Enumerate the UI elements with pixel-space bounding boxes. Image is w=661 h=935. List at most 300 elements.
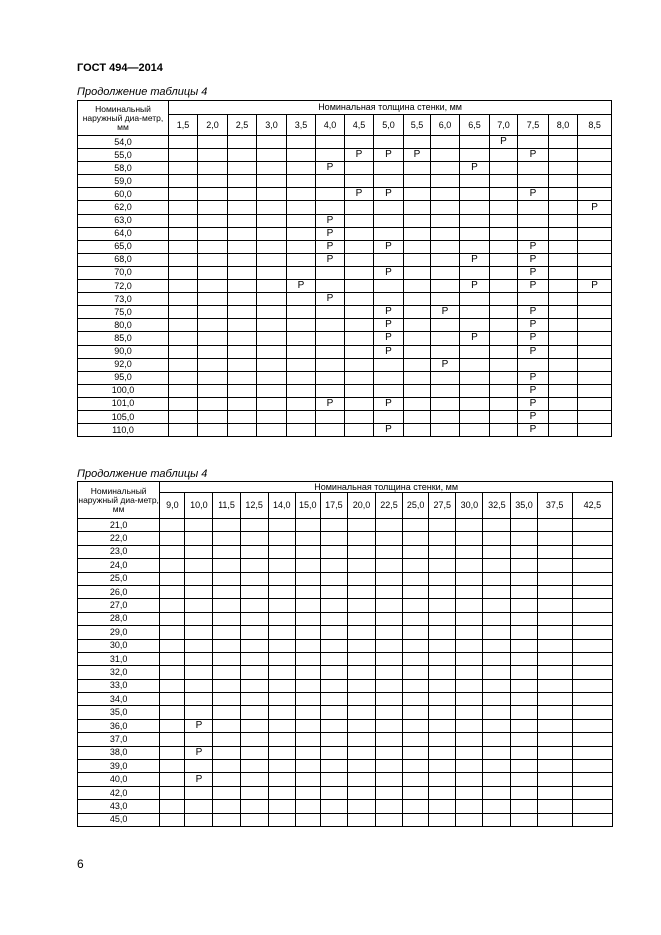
mark-cell — [483, 545, 511, 558]
mark-cell: Р — [431, 358, 460, 371]
mark-cell — [403, 746, 429, 759]
mark-cell — [578, 227, 612, 240]
mark-cell — [511, 706, 537, 719]
mark-cell — [490, 162, 518, 175]
mark-cell — [347, 773, 375, 786]
mark-cell — [345, 227, 374, 240]
mark-cell — [268, 800, 295, 813]
mark-cell — [578, 332, 612, 345]
mark-cell — [490, 188, 518, 201]
mark-cell — [287, 384, 316, 397]
table-row — [78, 599, 613, 612]
mark-cell — [345, 162, 374, 175]
mark-cell — [268, 813, 295, 826]
mark-cell — [198, 332, 228, 345]
mark-cell — [228, 306, 257, 319]
mark-cell — [240, 599, 268, 612]
mark-cell — [316, 384, 345, 397]
mark-cell — [518, 227, 549, 240]
mark-cell — [320, 760, 347, 773]
mark-cell — [511, 666, 537, 679]
mark-cell — [483, 719, 511, 732]
table-row — [78, 214, 612, 227]
mark-cell — [185, 733, 213, 746]
mark-cell — [169, 201, 198, 214]
mark-cell — [376, 813, 403, 826]
mark-cell — [549, 214, 578, 227]
mark-cell — [404, 293, 431, 306]
mark-cell — [376, 800, 403, 813]
mark-cell — [240, 585, 268, 598]
mark-cell — [490, 384, 518, 397]
mark-cell — [320, 693, 347, 706]
mark-cell — [572, 746, 612, 759]
mark-cell — [228, 293, 257, 306]
mark-cell: Р — [374, 240, 404, 253]
mark-cell — [240, 652, 268, 665]
mark-cell — [160, 639, 185, 652]
mark-cell: Р — [518, 332, 549, 345]
mark-cell — [456, 612, 483, 625]
table-row — [78, 693, 613, 706]
mark-cell — [374, 410, 404, 423]
mark-cell — [320, 599, 347, 612]
mark-cell — [518, 201, 549, 214]
mark-cell — [185, 559, 213, 572]
diameter-cell: 105,0 — [78, 410, 169, 423]
table-row — [78, 266, 612, 279]
mark-cell — [316, 319, 345, 332]
mark-cell — [198, 214, 228, 227]
table-row — [78, 679, 613, 692]
mark-cell — [460, 188, 490, 201]
mark-cell — [213, 612, 240, 625]
mark-cell — [537, 572, 572, 585]
diameter-cell: 26,0 — [78, 585, 160, 598]
mark-cell: Р — [518, 240, 549, 253]
thickness-col-header: 7,5 — [518, 115, 549, 136]
mark-cell — [429, 693, 456, 706]
mark-cell — [376, 599, 403, 612]
mark-cell — [578, 175, 612, 188]
mark-cell — [549, 188, 578, 201]
mark-cell — [257, 358, 287, 371]
mark-cell — [268, 599, 295, 612]
mark-cell: Р — [185, 773, 213, 786]
diameter-cell: 24,0 — [78, 559, 160, 572]
mark-cell — [403, 666, 429, 679]
mark-cell — [257, 384, 287, 397]
mark-cell — [257, 371, 287, 384]
mark-cell — [185, 693, 213, 706]
mark-cell — [240, 519, 268, 532]
mark-cell: Р — [518, 306, 549, 319]
mark-cell — [228, 410, 257, 423]
diameter-cell: 85,0 — [78, 332, 169, 345]
mark-cell — [198, 424, 228, 437]
mark-cell — [431, 319, 460, 332]
mark-cell — [257, 240, 287, 253]
mark-cell — [345, 371, 374, 384]
mark-cell — [240, 693, 268, 706]
mark-cell — [429, 719, 456, 732]
mark-cell — [240, 612, 268, 625]
table-row — [78, 371, 612, 384]
mark-cell — [295, 519, 320, 532]
mark-cell — [376, 532, 403, 545]
mark-cell — [490, 227, 518, 240]
mark-cell — [429, 545, 456, 558]
mark-cell: Р — [431, 306, 460, 319]
mark-cell — [287, 371, 316, 384]
mark-cell — [287, 332, 316, 345]
mark-cell — [268, 532, 295, 545]
mark-cell — [240, 773, 268, 786]
mark-cell — [460, 227, 490, 240]
mark-cell — [403, 626, 429, 639]
diameter-cell: 34,0 — [78, 693, 160, 706]
mark-cell — [345, 332, 374, 345]
mark-cell — [483, 652, 511, 665]
mark-cell — [320, 559, 347, 572]
mark-cell — [160, 800, 185, 813]
mark-cell — [169, 319, 198, 332]
mark-cell — [374, 227, 404, 240]
mark-cell — [169, 266, 198, 279]
mark-cell — [316, 345, 345, 358]
mark-cell — [213, 599, 240, 612]
mark-cell — [578, 293, 612, 306]
mark-cell — [456, 666, 483, 679]
mark-cell: Р — [518, 345, 549, 358]
mark-cell — [160, 612, 185, 625]
thickness-col-header: 12,5 — [240, 493, 268, 519]
mark-cell — [537, 652, 572, 665]
mark-cell — [460, 397, 490, 410]
mark-cell — [537, 773, 572, 786]
mark-cell: Р — [518, 371, 549, 384]
mark-cell — [160, 585, 185, 598]
diameter-cell: 29,0 — [78, 626, 160, 639]
mark-cell — [240, 532, 268, 545]
mark-cell — [431, 253, 460, 266]
mark-cell — [404, 384, 431, 397]
diameter-cell: 27,0 — [78, 599, 160, 612]
table-row — [78, 397, 612, 410]
mark-cell — [213, 773, 240, 786]
mark-cell — [456, 652, 483, 665]
mark-cell — [537, 800, 572, 813]
mark-cell — [185, 532, 213, 545]
mark-cell — [287, 358, 316, 371]
mark-cell — [572, 545, 612, 558]
mark-cell — [403, 773, 429, 786]
mark-cell — [518, 136, 549, 149]
mark-cell — [169, 227, 198, 240]
table-row — [78, 559, 613, 572]
mark-cell — [572, 666, 612, 679]
thickness-col-header: 22,5 — [376, 493, 403, 519]
thickness-col-header: 20,0 — [347, 493, 375, 519]
mark-cell — [374, 214, 404, 227]
mark-cell — [169, 345, 198, 358]
mark-cell — [518, 162, 549, 175]
mark-cell — [374, 253, 404, 266]
mark-cell — [490, 332, 518, 345]
mark-cell — [404, 280, 431, 293]
mark-cell — [198, 201, 228, 214]
mark-cell — [240, 572, 268, 585]
mark-cell — [240, 733, 268, 746]
mark-cell — [431, 266, 460, 279]
mark-cell — [160, 652, 185, 665]
mark-cell — [431, 345, 460, 358]
mark-cell — [169, 240, 198, 253]
thickness-header: Номинальная толщина стенки, мм — [160, 482, 613, 493]
mark-cell — [198, 319, 228, 332]
mark-cell — [240, 719, 268, 732]
mark-cell — [460, 266, 490, 279]
mark-cell — [404, 266, 431, 279]
mark-cell — [320, 733, 347, 746]
mark-cell — [257, 188, 287, 201]
mark-cell — [347, 666, 375, 679]
mark-cell — [511, 733, 537, 746]
mark-cell — [572, 612, 612, 625]
mark-cell — [431, 293, 460, 306]
mark-cell — [431, 136, 460, 149]
mark-cell — [483, 626, 511, 639]
mark-cell — [213, 786, 240, 799]
mark-cell — [429, 800, 456, 813]
mark-cell — [185, 599, 213, 612]
mark-cell — [518, 175, 549, 188]
mark-cell — [549, 397, 578, 410]
mark-cell — [169, 280, 198, 293]
mark-cell — [490, 175, 518, 188]
mark-cell — [537, 719, 572, 732]
diameter-cell: 92,0 — [78, 358, 169, 371]
mark-cell — [404, 371, 431, 384]
mark-cell — [160, 519, 185, 532]
mark-cell — [403, 585, 429, 598]
mark-cell — [268, 760, 295, 773]
mark-cell — [460, 136, 490, 149]
mark-cell — [549, 253, 578, 266]
mark-cell — [578, 424, 612, 437]
mark-cell: Р — [316, 227, 345, 240]
mark-cell — [549, 424, 578, 437]
thickness-col-header: 14,0 — [268, 493, 295, 519]
thickness-col-header: 5,0 — [374, 115, 404, 136]
mark-cell — [511, 599, 537, 612]
mark-cell — [287, 424, 316, 437]
page-number: 6 — [77, 857, 84, 871]
table-row — [78, 293, 612, 306]
mark-cell — [572, 639, 612, 652]
mark-cell — [376, 719, 403, 732]
diameter-cell: 60,0 — [78, 188, 169, 201]
mark-cell — [518, 293, 549, 306]
mark-cell — [572, 559, 612, 572]
mark-cell — [295, 706, 320, 719]
mark-cell — [572, 786, 612, 799]
mark-cell — [268, 679, 295, 692]
table-row — [78, 519, 613, 532]
mark-cell — [268, 719, 295, 732]
thickness-col-header: 3,0 — [257, 115, 287, 136]
mark-cell — [268, 706, 295, 719]
thickness-col-header: 9,0 — [160, 493, 185, 519]
mark-cell — [240, 786, 268, 799]
mark-cell — [320, 773, 347, 786]
mark-cell — [320, 786, 347, 799]
mark-cell — [198, 149, 228, 162]
mark-cell — [376, 733, 403, 746]
mark-cell — [578, 319, 612, 332]
mark-cell — [257, 227, 287, 240]
mark-cell — [460, 306, 490, 319]
mark-cell — [268, 626, 295, 639]
diameter-cell: 100,0 — [78, 384, 169, 397]
mark-cell — [198, 266, 228, 279]
mark-cell — [295, 585, 320, 598]
table-row — [78, 345, 612, 358]
mark-cell — [511, 652, 537, 665]
mark-cell — [320, 626, 347, 639]
mark-cell — [490, 306, 518, 319]
thickness-col-header: 11,5 — [213, 493, 240, 519]
mark-cell: Р — [460, 162, 490, 175]
thickness-col-header: 6,0 — [431, 115, 460, 136]
mark-cell — [185, 679, 213, 692]
mark-cell — [431, 424, 460, 437]
mark-cell — [320, 666, 347, 679]
mark-cell — [429, 679, 456, 692]
mark-cell: Р — [287, 280, 316, 293]
mark-cell — [213, 559, 240, 572]
thickness-col-header: 42,5 — [572, 493, 612, 519]
mark-cell — [320, 719, 347, 732]
mark-cell — [198, 345, 228, 358]
mark-cell — [160, 626, 185, 639]
mark-cell: Р — [490, 136, 518, 149]
mark-cell — [549, 332, 578, 345]
mark-cell — [490, 371, 518, 384]
mark-cell — [578, 214, 612, 227]
mark-cell — [549, 136, 578, 149]
mark-cell — [404, 345, 431, 358]
mark-cell — [185, 572, 213, 585]
mark-cell — [213, 693, 240, 706]
mark-cell — [403, 532, 429, 545]
mark-cell — [160, 666, 185, 679]
mark-cell — [257, 332, 287, 345]
mark-cell — [268, 666, 295, 679]
mark-cell: Р — [518, 266, 549, 279]
mark-cell — [511, 746, 537, 759]
mark-cell — [537, 679, 572, 692]
mark-cell — [431, 397, 460, 410]
mark-cell — [198, 175, 228, 188]
thickness-col-header: 4,5 — [345, 115, 374, 136]
mark-cell — [511, 519, 537, 532]
mark-cell — [429, 599, 456, 612]
mark-cell — [316, 424, 345, 437]
mark-cell — [404, 162, 431, 175]
table-caption-1: Продолжение таблицы 4 — [77, 86, 208, 98]
mark-cell — [376, 679, 403, 692]
mark-cell — [198, 358, 228, 371]
mark-cell — [316, 306, 345, 319]
mark-cell — [403, 813, 429, 826]
mark-cell — [456, 545, 483, 558]
mark-cell — [490, 149, 518, 162]
table-row — [78, 760, 613, 773]
mark-cell — [537, 733, 572, 746]
mark-cell — [537, 746, 572, 759]
diameter-cell: 37,0 — [78, 733, 160, 746]
mark-cell — [572, 532, 612, 545]
diameter-cell: 31,0 — [78, 652, 160, 665]
mark-cell — [169, 162, 198, 175]
mark-cell — [483, 746, 511, 759]
diameter-cell: 30,0 — [78, 639, 160, 652]
mark-cell — [404, 319, 431, 332]
mark-cell — [295, 800, 320, 813]
mark-cell — [316, 149, 345, 162]
mark-cell — [537, 760, 572, 773]
mark-cell — [169, 332, 198, 345]
table-row — [78, 253, 612, 266]
mark-cell — [169, 424, 198, 437]
mark-cell — [456, 532, 483, 545]
mark-cell — [374, 293, 404, 306]
mark-cell — [295, 813, 320, 826]
mark-cell — [347, 813, 375, 826]
table-row — [78, 733, 613, 746]
mark-cell — [257, 214, 287, 227]
mark-cell — [228, 280, 257, 293]
mark-cell — [537, 626, 572, 639]
mark-cell — [213, 760, 240, 773]
mark-cell — [404, 358, 431, 371]
mark-cell — [185, 706, 213, 719]
mark-cell — [431, 214, 460, 227]
mark-cell: Р — [518, 397, 549, 410]
mark-cell — [347, 679, 375, 692]
mark-cell — [431, 201, 460, 214]
mark-cell — [345, 397, 374, 410]
mark-cell — [578, 136, 612, 149]
mark-cell — [268, 545, 295, 558]
mark-cell — [429, 639, 456, 652]
mark-cell — [345, 319, 374, 332]
mark-cell — [549, 280, 578, 293]
table-row — [78, 813, 613, 826]
mark-cell: Р — [374, 345, 404, 358]
mark-cell — [460, 149, 490, 162]
diameter-cell: 80,0 — [78, 319, 169, 332]
mark-cell — [268, 519, 295, 532]
mark-cell — [572, 626, 612, 639]
mark-cell — [160, 813, 185, 826]
mark-cell — [431, 371, 460, 384]
mark-cell — [257, 201, 287, 214]
mark-cell — [578, 240, 612, 253]
mark-cell — [404, 253, 431, 266]
mark-cell — [429, 585, 456, 598]
